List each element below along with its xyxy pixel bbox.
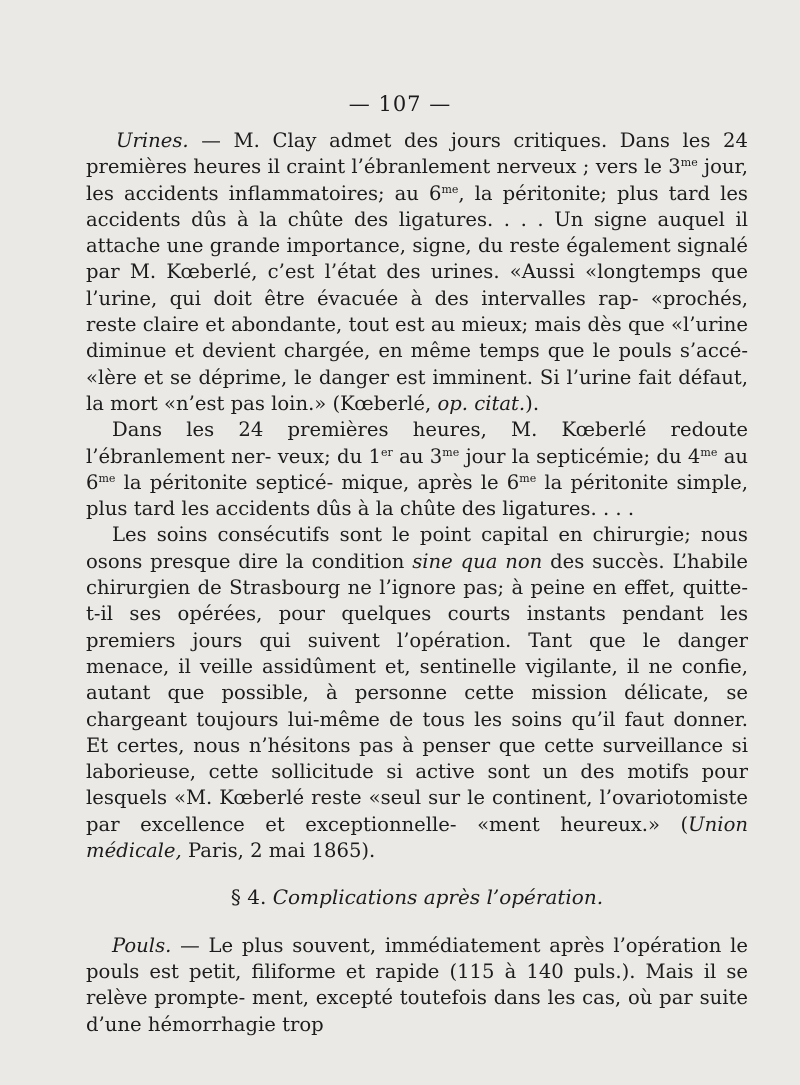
superscript: me xyxy=(700,445,718,459)
paragraph-text: — Le plus souvent, immédiatement après l’opération le pouls est petit, filiforme et rapide (115 à 140 puls.). Mais il se relève prompte- ment, excepté toutefois dans les cas, où par suite d’une hémorrhagie trop xyxy=(86,933,748,1036)
section-heading xyxy=(86,884,748,910)
paragraph-urines xyxy=(86,128,748,417)
superscript: me xyxy=(680,156,698,170)
paragraph-text: jour, les accidents inflammatoires; au 6 xyxy=(86,155,748,205)
superscript: me xyxy=(98,471,116,485)
paragraph-text: ). xyxy=(525,391,540,415)
superscript: er xyxy=(381,445,393,459)
paragraph-text: la péritonite simple, plus tard les accidents dûs à la chûte des ligatures. . . . xyxy=(86,470,748,521)
paragraph-pouls xyxy=(86,933,748,1038)
paragraph-soins-consecutifs xyxy=(86,522,748,864)
paragraph-text: au 6 xyxy=(86,444,748,494)
section-title: Complications après l’opération. xyxy=(266,885,604,910)
paragraph-text: Paris, 2 mai 1865). xyxy=(181,839,376,863)
paragraph-text: des succès. L’habile chirurgien de Strasbourg ne l’ignore pas; à peine en effet, quitte-t-il ses opérées, pour quelques courts instants pendant les premiers jours qui suivent l’opération. Tant que le danger menace, il veille assidûment et, sentinelle vigilante, il ne confie, autant que possible, à personne cette mission délicate, se chargeant toujours lui-même de tous les soins qu’il faut donner. Et certes, nous n’hésitons pas à penser que cette surveillance si laborieuse, cette sollicitude si active sont un des motifs pour lesquels «M. Kœberlé reste «seul sur le continent, l’ovariotomiste par excellence et exceptionnelle- «ment heureux.» ( xyxy=(86,549,748,836)
paragraph-text: la péritonite septicé- mique, après le 6 xyxy=(115,470,520,494)
paragraph-text: Dans les 24 premières heures, M. Kœberlé redoute l’ébranlement ner- veux; du 1 xyxy=(86,418,748,468)
paragraph-lead: Urines. xyxy=(116,129,189,152)
superscript: me xyxy=(519,471,537,485)
paragraph-lead: Pouls. xyxy=(112,933,172,957)
superscript: me xyxy=(442,445,460,459)
citation: op. citat. xyxy=(437,391,526,415)
paragraph-text: Les soins consécutifs sont le point capital en chirurgie; nous osons presque dire la condition xyxy=(86,523,748,573)
section-number: § 4. xyxy=(230,885,267,910)
emphasis: sine qua non xyxy=(412,549,543,573)
paragraph-text: — M. Clay admet des jours critiques. Dans les 24 premières heures il craint l’ébranlement nerveux ; vers le 3 xyxy=(86,129,748,179)
body-text xyxy=(86,128,748,1038)
superscript: me xyxy=(441,182,459,196)
paragraph-text: jour la septicémie; du 4 xyxy=(459,444,701,468)
paragraph-text: au 3 xyxy=(392,444,443,468)
page-number: — 107 — xyxy=(348,92,452,116)
emphasis: Union médicale, xyxy=(86,812,748,863)
paragraph-koeberle-timeline xyxy=(86,417,748,522)
paragraph-text: , la péritonite; plus tard les accidents dûs à la chûte des ligatures. . . . Un signe auquel il attache une grande importance, signe, du reste également signalé par M. Kœberlé, c’est l’état des urines. «Aussi «longtemps que l’urine, qui doit être évacuée à des intervalles rap- «prochés, reste claire et abondante, tout est au mieux; mais dès que «l’urine diminue et devient chargée, en même temps que le pouls s’accé- «lère et se déprime, le danger est imminent. Si l’urine fait défaut, la mort «n’est pas loin.» (Kœberlé, xyxy=(86,181,748,415)
